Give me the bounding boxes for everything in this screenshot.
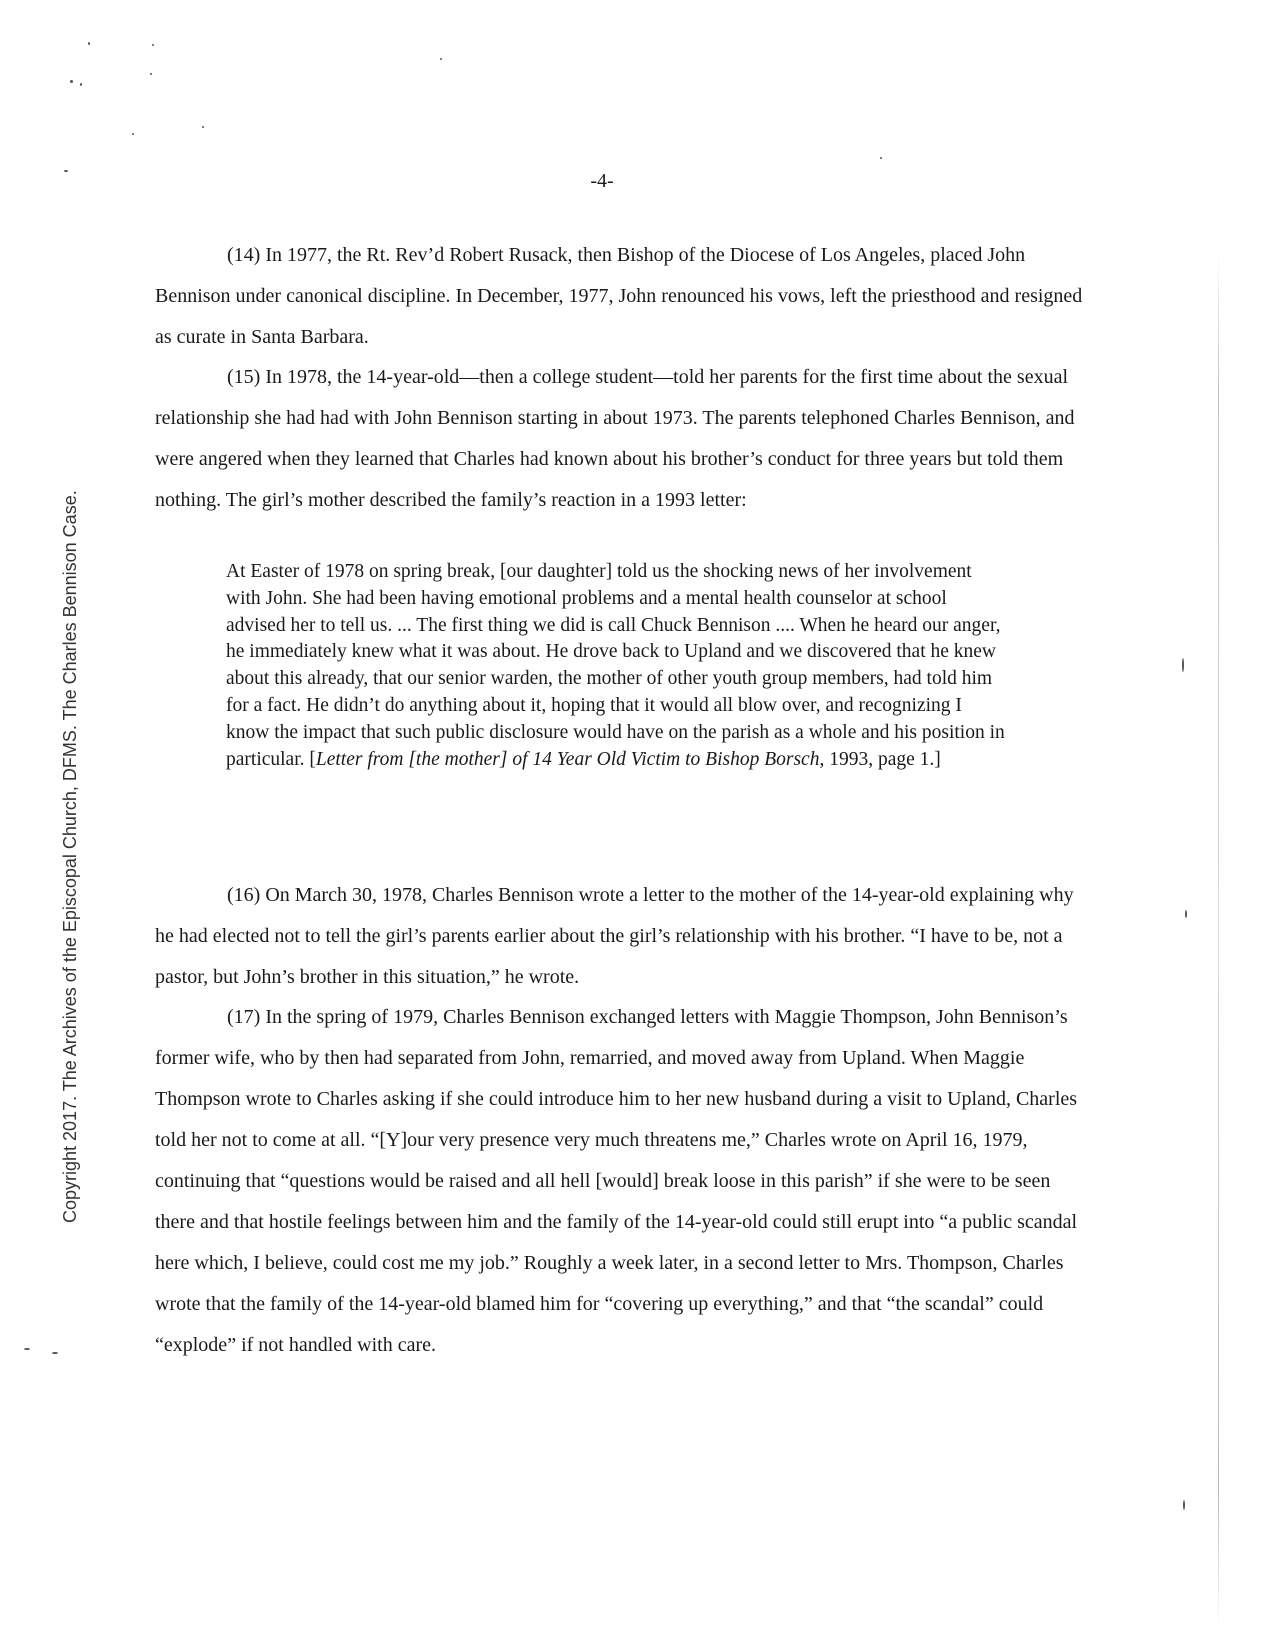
- scan-speck: [80, 83, 82, 86]
- scan-speck: [440, 58, 442, 60]
- page-number: -4-: [590, 170, 614, 192]
- paragraph-14-text: (14) In 1977, the Rt. Rev’d Robert Rusack, then Bishop of the Diocese of Los Angeles, placed John Bennison under canonical discipline. In December, 1977, John renounced his vows, left the priesthood and resigned as curate in Santa Barbara.: [155, 244, 1083, 348]
- scan-speck: [24, 1348, 30, 1350]
- scan-edge-line: [1218, 250, 1219, 1630]
- scan-speck: [1185, 910, 1187, 918]
- paragraph-15: [155, 357, 1085, 521]
- paragraph-16-text: (16) On March 30, 1978, Charles Bennison wrote a letter to the mother of the 14-year-old explaining why he had elected not to tell the girl’s parents earlier about the girl’s relationship with his brother. “I have to be, not a pastor, but John’s brother in this situation,” he wrote.: [155, 884, 1074, 988]
- block-quote-citation: Letter from [the mother] of 14 Year Old Victim to Bishop Borsch: [315, 748, 820, 770]
- paragraph-15-text: (15) In 1978, the 14-year-old—then a college student—told her parents for the first time about the sexual relationship she had had with John Bennison starting in about 1973. The parents telephoned Charles Bennison, and were angered when they learned that Charles had known about his brother’s conduct for three years but told them nothing. The girl’s mother described the family’s reaction in a 1993 letter:: [155, 366, 1075, 511]
- paragraph-17: [155, 997, 1085, 1366]
- paragraph-17-text: (17) In the spring of 1979, Charles Bennison exchanged letters with Maggie Thompson, John Bennison’s former wife, who by then had separated from John, remarried, and moved away from Upland. When Maggie Thompson wrote to Charles asking if she could introduce him to her new husband during a visit to Upland, Charles told her not to come at all. “[Y]our very presence very much threatens me,” Charles wrote on April 16, 1979, continuing that “questions would be raised and all hell [would] break loose in this parish” if she were to be seen there and that hostile feelings between him and the family of the 14-year-old could still erupt into “a public scandal here which, I believe, could cost me my job.” Roughly a week later, in a second letter to Mrs. Thompson, Charles wrote that the family of the 14-year-old blamed him for “covering up everything,” and that “the scandal” could “explode” if not handled with care.: [155, 1006, 1078, 1356]
- scan-speck: [88, 42, 90, 45]
- scan-speck: [152, 44, 154, 46]
- scan-speck: [52, 1352, 58, 1354]
- paragraph-14: [155, 235, 1085, 358]
- scan-speck: [1182, 658, 1184, 672]
- scan-speck: [880, 157, 882, 159]
- paragraph-16: [155, 875, 1085, 998]
- block-quote: [226, 559, 1006, 773]
- scan-speck: [202, 126, 204, 128]
- block-quote-tail: , 1993, page 1.]: [819, 748, 941, 770]
- copyright-sidebar: Copyright 2017. The Archives of the Episcopal Church, DFMS. The Charles Bennison Case.: [60, 490, 80, 1223]
- scan-speck: [1183, 1500, 1185, 1510]
- block-quote-text: At Easter of 1978 on spring break, [our daughter] told us the shocking news of her involvement with John. She had been having emotional problems and a mental health counselor at school advised her to tell us. ... The first thing we did is call Chuck Bennison .... When he heard our anger, he immediately knew what it was about. He drove back to Upland and we discovered that he knew about this already, that our senior warden, the mother of other youth group members, had told him for a fact. He didn’t do anything about it, hoping that it would all blow over, and recognizing I know the impact that such public disclosure would have on the parish as a whole and his position in particular. [: [226, 561, 1005, 770]
- scan-speck: [132, 133, 134, 135]
- scan-speck: [150, 73, 152, 75]
- scan-speck: [70, 80, 73, 83]
